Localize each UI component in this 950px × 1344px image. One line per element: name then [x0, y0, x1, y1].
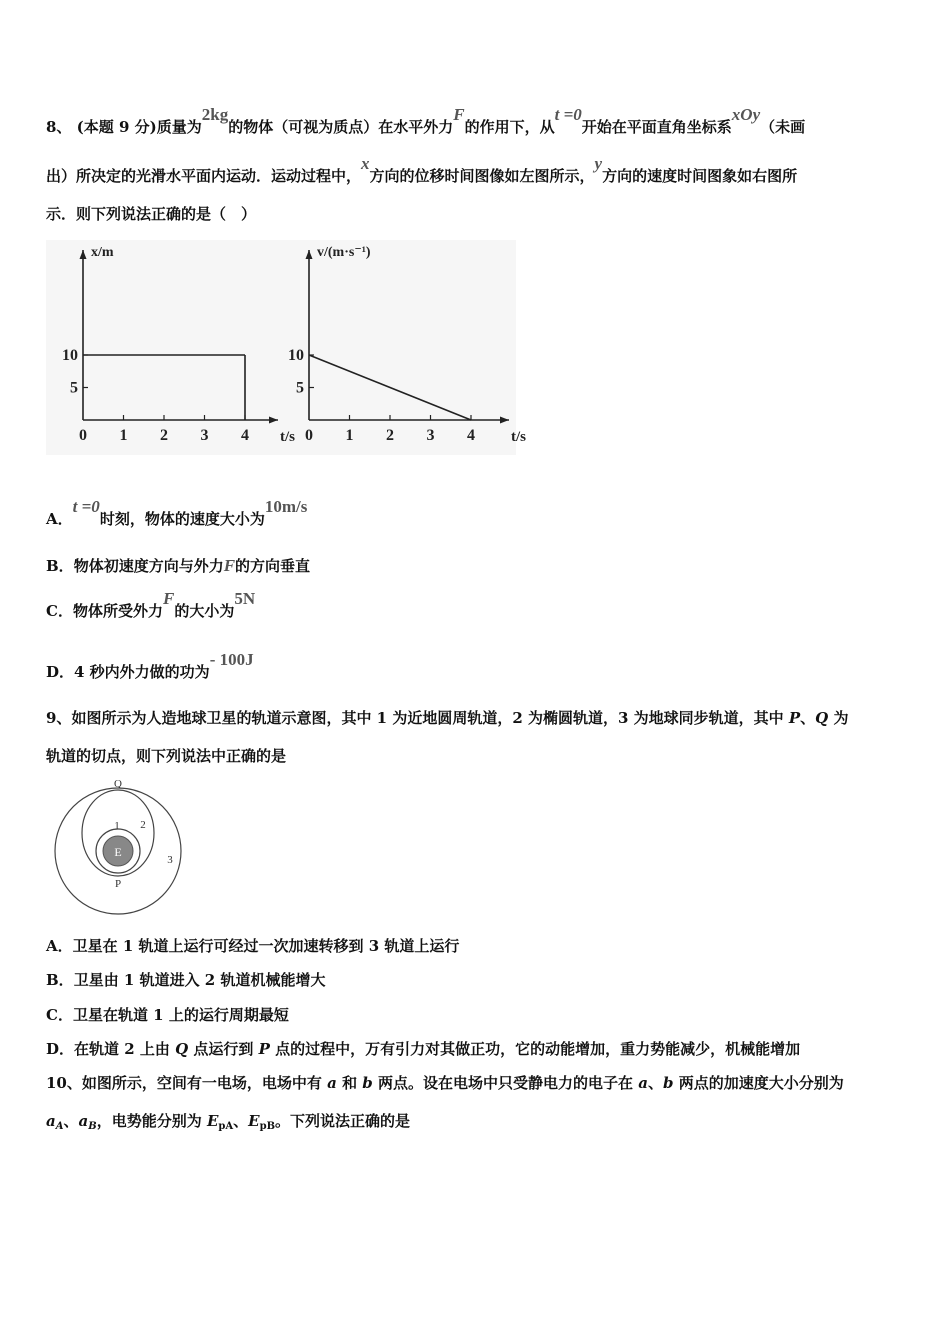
- q8-line-2: [46, 154, 798, 186]
- y-axis-label: v/(m·s⁻¹): [317, 245, 371, 260]
- x-axis-label: t/s: [511, 429, 526, 445]
- orbit-1-label: 1: [114, 820, 120, 832]
- q10-text: 、: [63, 1112, 79, 1130]
- option-d-q: Q: [175, 1040, 189, 1058]
- x-axis-label: t/s: [280, 429, 295, 445]
- q10-aa: a: [46, 1112, 56, 1130]
- q8-line-1: [46, 105, 806, 137]
- earth-label: E: [114, 845, 122, 859]
- q8-xoy: xOy: [731, 105, 761, 124]
- q10-text: 、: [647, 1074, 663, 1092]
- option-c-force: F: [162, 589, 175, 608]
- option-text: 的大小为: [174, 602, 235, 620]
- q10-text: 两点的加速度大小分别为: [673, 1074, 844, 1092]
- q10-line-2: [46, 1110, 410, 1131]
- x-tick-label: 1: [345, 427, 354, 444]
- option-text: 卫星在 1 轨道上运行可经过一次加速转移到 3 轨道上运行: [72, 937, 460, 955]
- option-text: 物体初速度方向与外力: [73, 557, 224, 575]
- q9-line-2: 轨道的切点，则下列说法中正确的是: [46, 747, 287, 765]
- option-a-t0: t =0: [72, 497, 100, 516]
- option-label: B．: [46, 971, 74, 989]
- point-p-label: P: [114, 878, 122, 890]
- q8-text: 出）所决定的光滑水平面内运动．运动过程中，: [46, 167, 362, 185]
- x-tick-label: 0: [79, 427, 87, 444]
- y-tick-label: 10: [288, 347, 304, 364]
- option-b-force: F: [223, 556, 236, 575]
- option-label: D．: [46, 663, 75, 681]
- q8-option-a: [46, 497, 308, 529]
- option-text: 的方向垂直: [235, 557, 311, 575]
- x-tick-label: 4: [467, 427, 475, 444]
- q8-text: 方向的位移时间图像如左图所示，: [369, 167, 595, 185]
- q8-y-var: y: [594, 154, 603, 173]
- q8-text: 质量为: [156, 118, 202, 136]
- q10-sub: pA: [218, 1121, 234, 1132]
- x-tick-label: 4: [241, 427, 249, 444]
- option-label: A．: [46, 510, 73, 528]
- y-axis-label: x/m: [91, 245, 114, 260]
- point-q-label: Q: [114, 778, 122, 790]
- option-a-value: 10m/s: [264, 497, 308, 516]
- option-label: C．: [46, 1006, 73, 1024]
- q8-x-var: x: [361, 154, 370, 173]
- q8-text: 开始在平面直角坐标系: [581, 118, 732, 136]
- option-c-value: 5N: [234, 589, 256, 608]
- q8-text: 的作用下，从: [464, 118, 555, 136]
- q10-text: ，电势能分别为: [96, 1112, 207, 1130]
- q9-text: 为: [828, 709, 849, 727]
- x-tick-label: 2: [386, 427, 394, 444]
- q8-text: （未画: [760, 118, 806, 136]
- q10-epa: E: [206, 1112, 219, 1130]
- q8-option-c: [46, 589, 256, 621]
- option-d-value: - 100J: [209, 650, 254, 669]
- option-label: B．: [46, 557, 74, 575]
- option-d-p: P: [258, 1040, 270, 1058]
- option-text: 点的过程中，万有引力对其做正功，它的动能增加，重力势能减少，机械能增加: [269, 1040, 801, 1058]
- q9-p: P: [788, 709, 801, 727]
- q10-text: 。下列说法正确的是: [275, 1112, 411, 1130]
- orbit-diagram: [50, 775, 190, 920]
- q9-number: 9、: [46, 709, 72, 727]
- y-tick-label: 5: [296, 379, 304, 397]
- q10-sub: pB: [259, 1121, 276, 1132]
- q8-text: 的物体（可视为质点）在水平外力: [228, 118, 454, 136]
- q10-epb: E: [248, 1112, 260, 1130]
- x-tick-label: 0: [305, 427, 313, 444]
- option-text: 卫星在轨道 1 上的运行周期最短: [72, 1006, 289, 1024]
- q9-option-a: [46, 935, 459, 956]
- q8-t0: t =0: [554, 105, 582, 124]
- q10-text: 和: [336, 1074, 363, 1092]
- q10-number: 10、: [46, 1074, 82, 1092]
- orbit-2-label: 2: [140, 819, 146, 831]
- q10-sub: A: [55, 1121, 64, 1132]
- option-text: 点运行到: [188, 1040, 259, 1058]
- y-tick-label: 5: [70, 379, 78, 397]
- x-tick-label: 3: [200, 427, 209, 444]
- q8-graphs: [46, 240, 526, 455]
- q8-option-d: [46, 650, 254, 682]
- option-text: 物体所受外力: [72, 602, 163, 620]
- q10-text: 、: [233, 1112, 249, 1130]
- q9-option-c: [46, 1004, 289, 1025]
- q10-text: 两点。设在电场中只受静电力的电子在: [372, 1074, 639, 1092]
- q10-line-1: [46, 1072, 844, 1093]
- q10-b: b: [362, 1074, 373, 1092]
- q8-line-3: 示．则下列说法正确的是（ ）: [46, 205, 257, 223]
- q9-option-d: [46, 1038, 800, 1059]
- option-label: A．: [46, 937, 73, 955]
- q8-text: 方向的速度时间图象如右图所: [602, 167, 798, 185]
- q10-b: b: [663, 1074, 674, 1092]
- q9-option-b: [46, 969, 325, 990]
- q9-text: 、: [800, 709, 816, 727]
- q10-a: a: [638, 1074, 648, 1092]
- x-tick-label: 1: [119, 427, 128, 444]
- q9-line-1: [46, 707, 848, 728]
- option-text: 时刻，物体的速度大小为: [99, 510, 265, 528]
- option-text: 在轨道 2 上由: [74, 1040, 176, 1058]
- q9-q: Q: [815, 709, 829, 727]
- q8-option-b: [46, 555, 310, 576]
- q10-a: a: [327, 1074, 337, 1092]
- x-tick-label: 2: [160, 427, 168, 444]
- option-text: 4 秒内外力做的功为: [74, 663, 210, 681]
- option-label: C．: [46, 602, 73, 620]
- q8-points: (本题 9 分): [76, 118, 157, 136]
- x-tick-label: 3: [426, 427, 435, 444]
- q9-text: 如图所示为人造地球卫星的轨道示意图，其中 1 为近地圆周轨道，2 为椭圆轨道，3 为地球同步轨道，其中: [71, 709, 789, 727]
- y-tick-label: 10: [62, 347, 78, 364]
- q8-mass: 2kg: [201, 105, 229, 124]
- q10-text: 如图所示，空间有一电场，电场中有: [81, 1074, 328, 1092]
- option-label: D．: [46, 1040, 75, 1058]
- orbit-3-label: 3: [167, 854, 173, 866]
- option-text: 卫星由 1 轨道进入 2 轨道机械能增大: [73, 971, 326, 989]
- q8-number: 8、: [46, 118, 72, 136]
- q8-force: F: [453, 105, 465, 124]
- q10-ab: a: [78, 1112, 89, 1130]
- q10-sub: B: [88, 1121, 97, 1132]
